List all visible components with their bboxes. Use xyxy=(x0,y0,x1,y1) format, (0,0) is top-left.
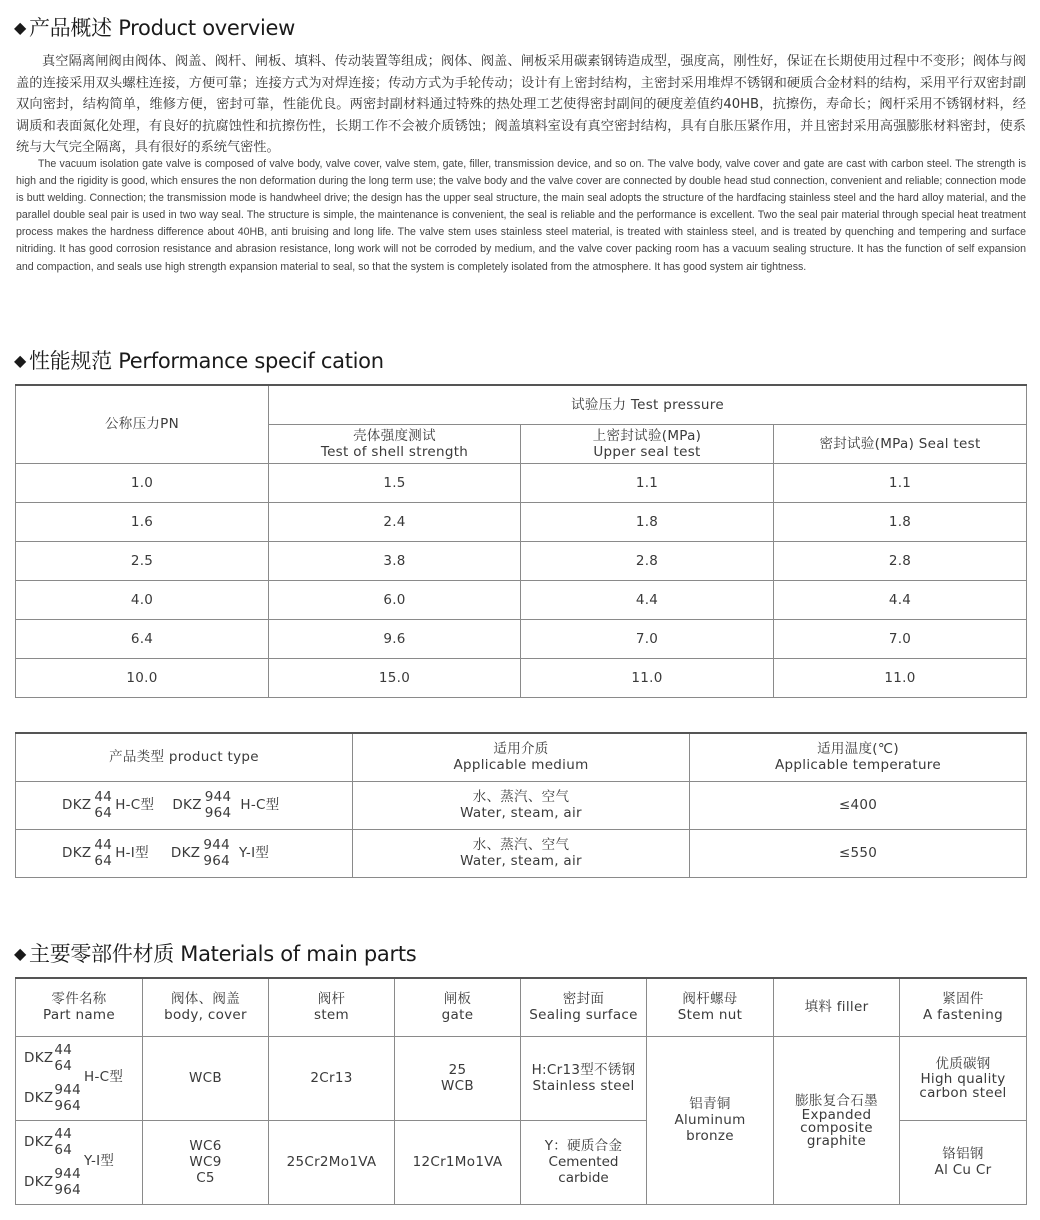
table-row xyxy=(16,541,1027,580)
header-temp-en: Applicable temperature xyxy=(775,757,941,774)
cell-model-hc xyxy=(16,1036,143,1120)
medium-en: Water, steam, air xyxy=(460,853,582,869)
medium-en: Water, steam, air xyxy=(460,805,582,821)
model-top: 44 xyxy=(54,1126,73,1142)
body-line: C5 xyxy=(196,1170,215,1186)
model-top: 44 xyxy=(94,789,113,805)
model-bottom: 64 xyxy=(54,1142,73,1158)
performance-title xyxy=(14,345,384,375)
header-shell-cn: 壳体强度测试 xyxy=(353,427,436,444)
table-row xyxy=(16,829,1027,877)
header-medium xyxy=(353,733,690,781)
header-body-cover xyxy=(143,978,269,1036)
header-temp-cn: 适用温度(℃) xyxy=(817,741,899,758)
header-part-name xyxy=(16,978,143,1036)
cell-seal: 1.8 xyxy=(774,502,1027,541)
cell-shell: 3.8 xyxy=(269,541,521,580)
header-cn: 闸板 xyxy=(443,991,472,1008)
model-bottom: 964 xyxy=(204,805,232,821)
seal-en: Cemented carbide xyxy=(548,1154,619,1186)
gate-line: 25 xyxy=(448,1062,467,1078)
header-en: gate xyxy=(441,1007,474,1024)
header-gate xyxy=(395,978,521,1036)
model-prefix: DKZ xyxy=(172,797,202,813)
model-top: 44 xyxy=(94,837,113,853)
cell-pn: 1.6 xyxy=(16,502,269,541)
cell-temperature: ≤400 xyxy=(690,781,1027,829)
fast-cn: 优质碳钢 xyxy=(935,1056,991,1072)
cell-pn: 2.5 xyxy=(16,541,269,580)
header-test-pressure: 试验压力 Test pressure xyxy=(269,385,1027,424)
materials-title xyxy=(14,938,416,968)
table-row xyxy=(16,781,1027,829)
fast-cn: 铬铝钢 xyxy=(942,1146,984,1162)
diamond-icon: ◆ xyxy=(14,18,27,37)
model-prefix: DKZ xyxy=(24,1174,54,1190)
cell-seal: 1.1 xyxy=(774,463,1027,502)
header-en: body, cover xyxy=(164,1007,247,1024)
overview-en-paragraph: The vacuum isolation gate valve is composed of valve body, valve cover, valve stem, gate, filler, transmission device, and so on. The valve body, valve cover and gate are cast with carbon steel. The strength is high and the rigidity is good, which ensures the non deformation during the long term use; the valve body and the valve cover are connected by double head stud connection, convenient and reliable; connection mode is butt welding. Connection; the transmission mode is handwheel drive; the design has the upper seal structure, the main seal adopts the structure of the hardfacing stainless steel and the hard alloy material, and the parallel double seal pair is used in two way seal. The structure is simple, the maintenance is convenient, the seal is reliable and the performance is excellent. Two the seal pair material through special heat treatment process makes the hardness difference about 40HB, anti bruising and long life. The valve stem uses stainless steel material, is treated with stainless steel, and is treated by quenching and tempering and surface nitriding. It has good corrosion resistance and abrasion resistance, long work will not be corroded by medium, and the valve cover packing room has a vacuum sealing structure. It has the function of self expansion and compaction, and seals use high strength expansion material to seal, so that the system is completely isolated from the atmosphere. It has good system air tightness. xyxy=(16,158,1027,273)
cell-seal: 4.4 xyxy=(774,580,1027,619)
nut-en: bronze xyxy=(686,1128,734,1144)
header-temperature xyxy=(690,733,1027,781)
model-top: 944 xyxy=(54,1082,82,1098)
header-shell-test xyxy=(269,424,521,463)
cell-model-yi xyxy=(16,1120,143,1204)
table-row xyxy=(16,658,1027,697)
model-bottom: 964 xyxy=(54,1182,82,1198)
model-bottom: 964 xyxy=(203,853,230,869)
cell-filler xyxy=(774,1036,900,1204)
cell-seal: 2.8 xyxy=(774,541,1027,580)
materials-table xyxy=(15,977,1027,1205)
cell-medium xyxy=(353,829,690,877)
header-cn: 阀体、阀盖 xyxy=(171,991,240,1008)
model-prefix: DKZ xyxy=(24,1134,54,1150)
fast-en: High quality xyxy=(920,1071,1006,1087)
cell-stem: 25Cr2Mo1VA xyxy=(269,1120,395,1204)
model-suffix: H-C型 xyxy=(115,797,155,813)
header-shell-en: Test of shell strength xyxy=(320,443,469,460)
header-medium-en: Applicable medium xyxy=(453,757,589,774)
header-upper-seal xyxy=(521,424,774,463)
seal-cn: H:Cr13型不锈钢 xyxy=(531,1062,636,1078)
cell-upper: 1.1 xyxy=(521,463,774,502)
model-prefix: DKZ xyxy=(24,1050,54,1066)
filler-cn: 膨胀复合石墨 xyxy=(795,1092,878,1109)
model-suffix: Y-I型 xyxy=(238,845,270,861)
cell-model xyxy=(16,829,353,877)
model-suffix: H-C型 xyxy=(84,1069,124,1085)
header-product-type: 产品类型 product type xyxy=(16,733,353,781)
cell-pn: 10.0 xyxy=(16,658,269,697)
model-suffix: H-I型 xyxy=(115,845,149,861)
cell-upper: 7.0 xyxy=(521,619,774,658)
product-type-table xyxy=(15,732,1027,878)
cell-gate xyxy=(395,1036,521,1120)
model-top: 944 xyxy=(54,1166,82,1182)
body-line: WC6 xyxy=(189,1138,222,1154)
header-cn: 零件名称 xyxy=(51,991,107,1008)
seal-cn: Y：硬质合金 xyxy=(544,1138,623,1154)
cell-body xyxy=(143,1120,269,1204)
cell-upper: 1.8 xyxy=(521,502,774,541)
header-en: stem xyxy=(314,1007,349,1024)
header-cn: 填料 filler xyxy=(804,999,869,1016)
model-prefix: DKZ xyxy=(170,845,201,861)
header-fastening xyxy=(900,978,1027,1036)
cell-model xyxy=(16,781,353,829)
cell-pn: 6.4 xyxy=(16,619,269,658)
cell-shell: 6.0 xyxy=(269,580,521,619)
fast-en: Al Cu Cr xyxy=(934,1162,992,1178)
table-row xyxy=(16,463,1027,502)
cell-seal: 11.0 xyxy=(774,658,1027,697)
header-stem xyxy=(269,978,395,1036)
medium-cn: 水、蒸汽、空气 xyxy=(472,837,570,853)
model-bottom: 964 xyxy=(54,1098,82,1114)
model-top: 944 xyxy=(203,837,230,853)
cell-upper: 11.0 xyxy=(521,658,774,697)
table-row xyxy=(16,502,1027,541)
cell-pn: 4.0 xyxy=(16,580,269,619)
model-bottom: 64 xyxy=(94,805,113,821)
header-cn: 阀杆 xyxy=(317,991,346,1008)
model-suffix: Y-I型 xyxy=(84,1153,115,1169)
header-cn: 阀杆螺母 xyxy=(682,991,738,1008)
cell-shell: 2.4 xyxy=(269,502,521,541)
overview-cn-paragraph: 真空隔离闸阀由阀体、阀盖、阀杆、闸板、填料、传动装置等组成；阀体、阀盖、闸板采用碳素钢铸造成型，强度高，刚性好，保证在长期使用过程中不变形；阀体与阀盖的连接采用双头螺柱连接，方便可靠；连接方式为对焊连接；传动方式为手轮传动；设计有上密封结构，主密封采用堆焊不锈钢和硬质合金材料的结构，采用平行双密封副双向密封，结构简单，维修方便，密封可靠，性能优良。两密封副材料通过特殊的热处理工艺使得密封副间的硬度差值约40HB，抗擦伤，寿命长；阀杆采用不锈钢材料，经调质和表面氮化处理，有良好的抗腐蚀性和抗擦伤性，长期工作不会被介质锈蚀；阀盖填料室设有真空密封结构，具有自胀压紧作用，并且密封采用高强膨胀材料密封，使系统与大气完全隔离，具有很好的系统气密性。 xyxy=(16,54,1026,155)
cell-shell: 9.6 xyxy=(269,619,521,658)
cell-seal xyxy=(521,1120,647,1204)
diamond-icon: ◆ xyxy=(14,351,27,370)
model-top: 44 xyxy=(54,1042,73,1058)
cell-gate: 12Cr1Mo1VA xyxy=(395,1120,521,1204)
model-suffix: H-C型 xyxy=(240,797,280,813)
header-filler xyxy=(774,978,900,1036)
filler-en: composite xyxy=(800,1119,873,1136)
overview-title-text: 产品概述 Product overview xyxy=(29,16,295,40)
model-top: 944 xyxy=(204,789,232,805)
fast-en: carbon steel xyxy=(919,1085,1007,1101)
header-en: Sealing surface xyxy=(529,1007,638,1024)
cell-fastening xyxy=(900,1036,1027,1120)
filler-en: graphite xyxy=(806,1132,867,1149)
cell-upper: 2.8 xyxy=(521,541,774,580)
model-bottom: 64 xyxy=(54,1058,73,1074)
header-en: A fastening xyxy=(923,1007,1003,1024)
cell-stem: 2Cr13 xyxy=(269,1036,395,1120)
header-upper-cn: 上密封试验(MPa) xyxy=(592,427,702,444)
header-upper-en: Upper seal test xyxy=(593,443,701,460)
header-en: Part name xyxy=(43,1007,115,1024)
cell-body: WCB xyxy=(143,1036,269,1120)
cell-seal xyxy=(521,1036,647,1120)
cell-upper: 4.4 xyxy=(521,580,774,619)
cell-stem-nut xyxy=(647,1036,774,1204)
cell-shell: 15.0 xyxy=(269,658,521,697)
header-medium-cn: 适用介质 xyxy=(493,741,549,758)
cell-seal: 7.0 xyxy=(774,619,1027,658)
header-stem-nut xyxy=(647,978,774,1036)
header-cn: 紧固件 xyxy=(942,991,984,1008)
medium-cn: 水、蒸汽、空气 xyxy=(472,789,570,805)
performance-title-text: 性能规范 Performance specif cation xyxy=(29,349,384,373)
gate-line: WCB xyxy=(441,1078,474,1094)
nut-cn: 铝青铜 xyxy=(689,1096,731,1112)
header-seal-test: 密封试验(MPa) Seal test xyxy=(774,424,1027,463)
cell-fastening xyxy=(900,1120,1027,1204)
header-sealing-surface xyxy=(521,978,647,1036)
seal-en: Stainless steel xyxy=(532,1078,635,1094)
cell-temperature: ≤550 xyxy=(690,829,1027,877)
header-cn: 密封面 xyxy=(562,991,605,1008)
overview-title xyxy=(14,12,295,42)
cell-pn: 1.0 xyxy=(16,463,269,502)
materials-title-text: 主要零部件材质 Materials of main parts xyxy=(29,942,417,966)
cell-shell: 1.5 xyxy=(269,463,521,502)
filler-en: Expanded xyxy=(801,1106,872,1123)
model-prefix: DKZ xyxy=(62,845,92,861)
header-pn: 公称压力PN xyxy=(16,385,269,463)
table-row xyxy=(16,580,1027,619)
nut-en: Aluminum xyxy=(674,1112,746,1128)
model-prefix: DKZ xyxy=(62,797,92,813)
performance-table xyxy=(15,384,1027,698)
model-bottom: 64 xyxy=(94,853,113,869)
diamond-icon: ◆ xyxy=(14,944,27,963)
header-en: Stem nut xyxy=(677,1007,743,1024)
table-row xyxy=(16,619,1027,658)
body-line: WC9 xyxy=(189,1154,222,1170)
cell-medium xyxy=(353,781,690,829)
model-prefix: DKZ xyxy=(24,1090,54,1106)
table-row xyxy=(16,1036,1027,1120)
